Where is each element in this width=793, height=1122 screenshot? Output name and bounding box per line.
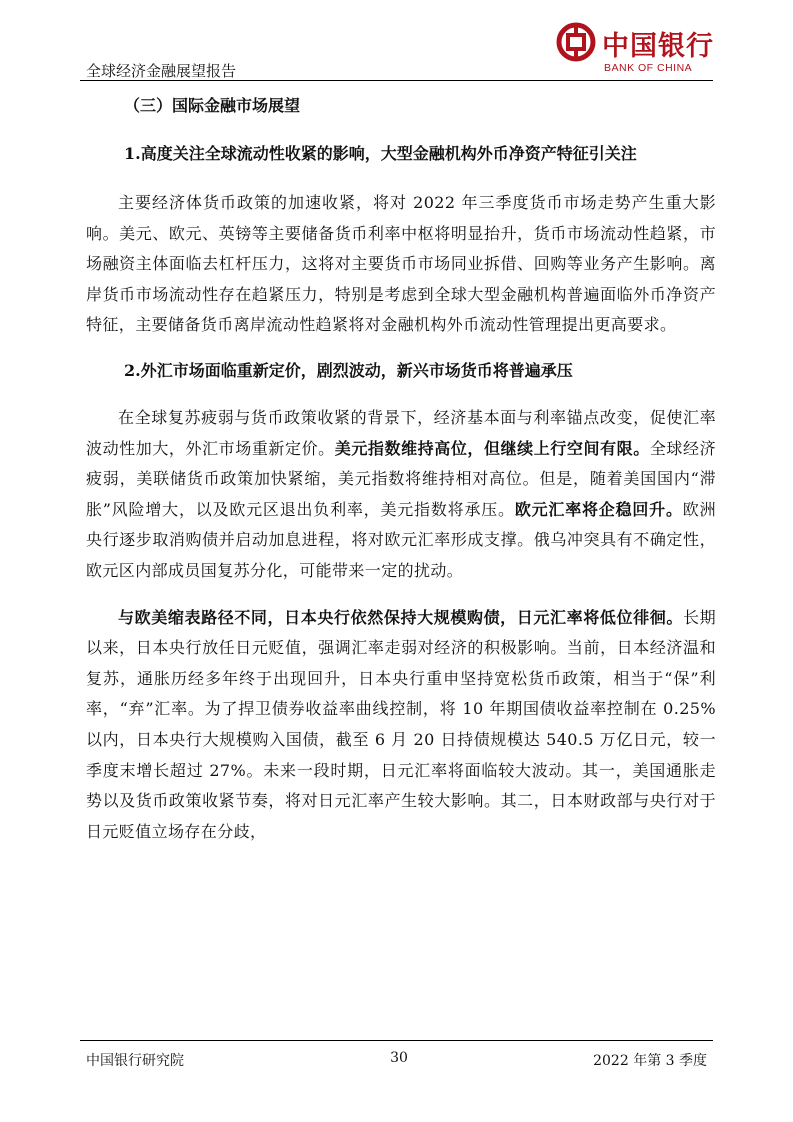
main-content <box>86 86 716 847</box>
usd-index-highlight: 美元指数维持高位，但继续上行空间有限。 <box>334 438 650 458</box>
logo-chinese-name: 中国银行 <box>602 31 714 62</box>
paragraph-fx-market <box>86 403 716 587</box>
yen-text: 长期以来，日本央行放任日元贬值，强调汇率走弱对经济的积极影响。当前，日本经济温和复苏，通胀历经多年终于出现回升，日本央行重申坚持宽松货币政策，相当于“保”利率，“弃”汇率。为了捍卫债券收益率曲线控制，将 10 年期国债收益率控制在 0.25%以内，日本央行大规模购入国债，截至 6 月 20 日持债规模达 540.5 万亿日元，较一季度末增长超过 27%。未来一段时期，日元汇率将面临较大波动。其一，美国通胀走势以及货币政策收紧节奏，将对日元汇率产生较大影响。其二，日本财政部与央行对于日元贬值立场存在分歧， <box>86 607 716 841</box>
logo-english-name: BANK OF CHINA <box>604 62 693 74</box>
paragraph-liquidity: 主要经济体货币政策的加速收紧，将对 2022 年三季度货币市场走势产生重大影响。美元、欧元、英镑等主要储备货币利率中枢将明显抬升，货币市场流动性趋紧，市场融资主体面临去杠杆压力，这将对主要货币市场同业拆借、回购等业务产生影响。离岸货币市场流动性存在趋紧压力，特别是考虑到全球大型金融机构普遍面临外币净资产特征，主要储备货币离岸流动性趋紧将对金融机构外币流动性管理提出更高要求。 <box>86 193 716 335</box>
bank-logo <box>556 22 716 80</box>
footer-divider <box>80 1040 713 1041</box>
footer-institute: 中国银行研究院 <box>86 1053 184 1069</box>
fx-intro-text: 在全球复苏疲弱与货币政策收紧的背景下，经济基本面与利率锚点改变，促使汇率波动性加大，外汇市场重新定价。 <box>86 407 716 458</box>
subsection-heading-1: 1.高度关注全球流动性收紧的影响，大型金融机构外币净资产特征引关注 <box>124 144 637 163</box>
paragraph-yen <box>86 603 716 848</box>
report-title: 全球经济金融展望报告 <box>86 62 237 80</box>
subsection-heading-2: 2.外汇市场面临重新定价，剧烈波动，新兴市场货币将普遍承压 <box>124 360 573 380</box>
section-heading: （三）国际金融市场展望 <box>124 96 301 115</box>
euro-highlight: 欧元汇率将企稳回升。 <box>514 499 683 519</box>
euro-text: 欧洲央行逐步取消购债并启动加息进程，将对欧元汇率形成支撑。俄乌冲突具有不确定性，欧元区内部成员国复苏分化，可能带来一定的扰动。 <box>86 499 716 580</box>
page-number: 30 <box>390 1050 408 1066</box>
yen-highlight: 与欧美缩表路径不同，日本央行依然保持大规模购债，日元汇率将低位徘徊。 <box>118 607 683 627</box>
header-divider <box>80 80 713 81</box>
bank-of-china-logo-icon <box>556 22 596 62</box>
footer-period: 2022 年第 3 季度 <box>593 1053 707 1069</box>
usd-index-text: 全球经济疲弱，美联储货币政策加快紧缩，美元指数将维持相对高位。但是，随着美国国内“滞胀”风险增大，以及欧元区退出负利率，美元指数将承压。 <box>86 438 716 519</box>
